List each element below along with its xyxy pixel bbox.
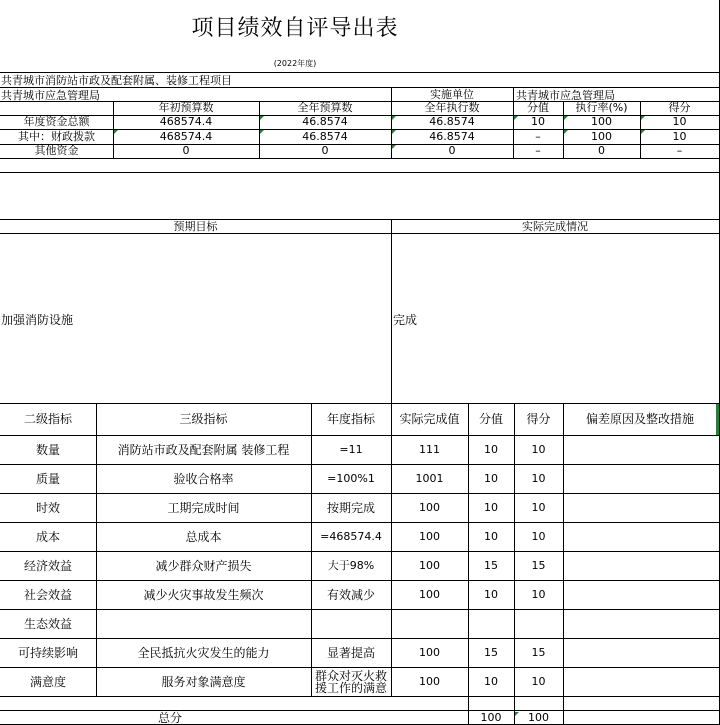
score-value: 15 <box>484 559 498 573</box>
funds-cell: – <box>676 144 683 158</box>
actual-value <box>391 610 468 638</box>
funds-header: 得分 <box>668 101 691 115</box>
column-resize-handle[interactable] <box>716 404 719 435</box>
level3-indicator <box>96 610 311 638</box>
level3-indicator: 服务对象满意度 <box>161 674 246 689</box>
project-name: 共青城市消防站市政及配套附属、装修工程项目 <box>1 74 232 87</box>
level3-indicator: 验收合格率 <box>173 471 234 486</box>
score <box>514 610 563 638</box>
cell-marker-icon <box>260 116 264 120</box>
funds-cell: 10 <box>672 115 687 129</box>
level3-indicator: 全民抵抗火灾发生的能力 <box>137 645 270 660</box>
cell-marker-icon <box>641 130 645 134</box>
funds-cell: 100 <box>591 115 612 129</box>
cell-marker-icon <box>392 130 396 134</box>
score: 10 <box>531 588 546 602</box>
score: 10 <box>531 472 546 486</box>
actual-value: 100 <box>419 675 440 689</box>
actual-goal-header: 实际完成情况 <box>522 219 588 233</box>
funds-cell: 100 <box>591 129 612 143</box>
impl-unit-value: 共青城市应急管理局 <box>516 88 615 102</box>
level3-indicator: 减少群众财产损失 <box>155 558 252 573</box>
expected-goal-text: 加强消防设施 <box>1 312 74 327</box>
level2-indicator: 可持续影响 <box>17 645 78 660</box>
level3-indicator: 减少火灾事故发生频次 <box>143 587 264 602</box>
level3-indicator: 消防站市政及配套附属 装修工程 <box>117 442 290 457</box>
actual-value: 111 <box>419 443 440 457</box>
cell-marker-icon <box>641 116 645 120</box>
funds-header: 执行率(%) <box>575 101 628 115</box>
level2-indicator: 数量 <box>35 442 60 457</box>
indicator-header: 三级指标 <box>179 412 228 427</box>
level2-indicator: 经济效益 <box>23 558 72 573</box>
indicator-header: 得分 <box>526 412 551 427</box>
level2-indicator: 满意度 <box>29 674 66 689</box>
level2-indicator: 生态效益 <box>23 616 72 631</box>
indicator-header: 分值 <box>478 412 503 427</box>
funds-row-label: 其中：财政拨款 <box>18 129 95 143</box>
actual-value: 100 <box>419 501 440 515</box>
score-value: 10 <box>484 443 498 457</box>
score-value: 10 <box>484 530 498 544</box>
funds-row-label: 年度资金总额 <box>23 115 90 129</box>
funds-cell: 10 <box>672 129 687 143</box>
expected-goal-header: 预期目标 <box>173 219 218 233</box>
funds-cell: 46.8574 <box>429 129 475 143</box>
actual-value: 100 <box>419 530 440 544</box>
annual-target: 显著提高 <box>326 645 375 660</box>
actual-value: 100 <box>419 559 440 573</box>
level3-indicator: 工期完成时间 <box>167 500 240 515</box>
annual-target: =11 <box>339 443 363 457</box>
score: 10 <box>531 675 546 689</box>
funds-cell: – <box>535 144 541 158</box>
actual-value: 100 <box>419 588 440 602</box>
funds-row-label: 其他资金 <box>34 144 79 158</box>
score-value: 10 <box>484 501 498 515</box>
indicator-header: 年度指标 <box>326 412 375 427</box>
indicator-header: 二级指标 <box>23 412 72 427</box>
score-value: 10 <box>484 675 498 689</box>
score-value: 15 <box>484 646 498 660</box>
funds-header: 年初预算数 <box>158 101 214 115</box>
funds-cell: 46.8574 <box>302 129 348 143</box>
total-value: 100 <box>480 711 502 725</box>
funds-header: 分值 <box>527 101 549 115</box>
cell-marker-icon <box>564 116 568 120</box>
impl-unit-label: 实施单位 <box>430 87 474 101</box>
cell-marker-icon <box>392 116 396 120</box>
annual-target <box>311 610 391 638</box>
funds-header: 全年预算数 <box>297 101 353 115</box>
score: 10 <box>531 443 546 457</box>
page-title: 项目绩效自评导出表 <box>191 16 399 42</box>
total-label: 总分 <box>157 710 182 725</box>
level2-indicator: 社会效益 <box>23 587 72 602</box>
funds-cell: 0 <box>321 144 329 158</box>
indicator-header: 偏差原因及整改措施 <box>585 412 694 427</box>
level2-indicator: 成本 <box>35 529 60 544</box>
level2-indicator: 时效 <box>35 500 60 515</box>
funds-header: 全年执行数 <box>424 101 480 115</box>
funds-cell: 0 <box>182 144 190 158</box>
cell-marker-icon <box>514 116 518 120</box>
score-value <box>468 610 514 638</box>
funds-cell: 0 <box>448 144 456 158</box>
annual-target: =100%1 <box>327 472 375 486</box>
annual-target: 按期完成 <box>326 500 375 515</box>
annual-target: 群众对灭火救援工作的满意 <box>314 669 387 695</box>
cell-marker-icon <box>515 712 519 716</box>
total-score: 100 <box>528 711 549 725</box>
cell-marker-icon <box>114 130 118 134</box>
funds-cell: – <box>535 129 541 143</box>
annual-target: =468574.4 <box>320 530 382 544</box>
funds-cell: 10 <box>531 115 545 129</box>
department-name: 共青城市应急管理局 <box>1 88 100 102</box>
funds-cell: 0 <box>598 144 605 158</box>
cell-marker-icon <box>564 130 568 134</box>
annual-target: 有效减少 <box>326 587 375 602</box>
score-value: 10 <box>484 472 498 486</box>
indicator-header: 实际完成值 <box>399 412 460 427</box>
score: 10 <box>531 530 546 544</box>
score-value: 10 <box>484 588 498 602</box>
funds-cell: 46.8574 <box>302 115 348 129</box>
cell-marker-icon <box>260 130 264 134</box>
funds-cell: 468574.4 <box>159 129 213 143</box>
cell-marker-icon <box>392 145 396 149</box>
actual-goal-text: 完成 <box>393 312 418 327</box>
actual-value: 1001 <box>415 472 444 486</box>
year-label: (2022年度) <box>273 58 317 68</box>
level3-indicator: 总成本 <box>185 529 222 544</box>
funds-cell: 46.8574 <box>429 115 475 129</box>
score: 15 <box>531 646 546 660</box>
level2-indicator: 质量 <box>35 471 60 486</box>
score: 10 <box>531 501 546 515</box>
funds-cell: 468574.4 <box>159 115 213 129</box>
score: 15 <box>531 559 546 573</box>
actual-value: 100 <box>419 646 440 660</box>
annual-target: 大于98% <box>327 559 375 573</box>
